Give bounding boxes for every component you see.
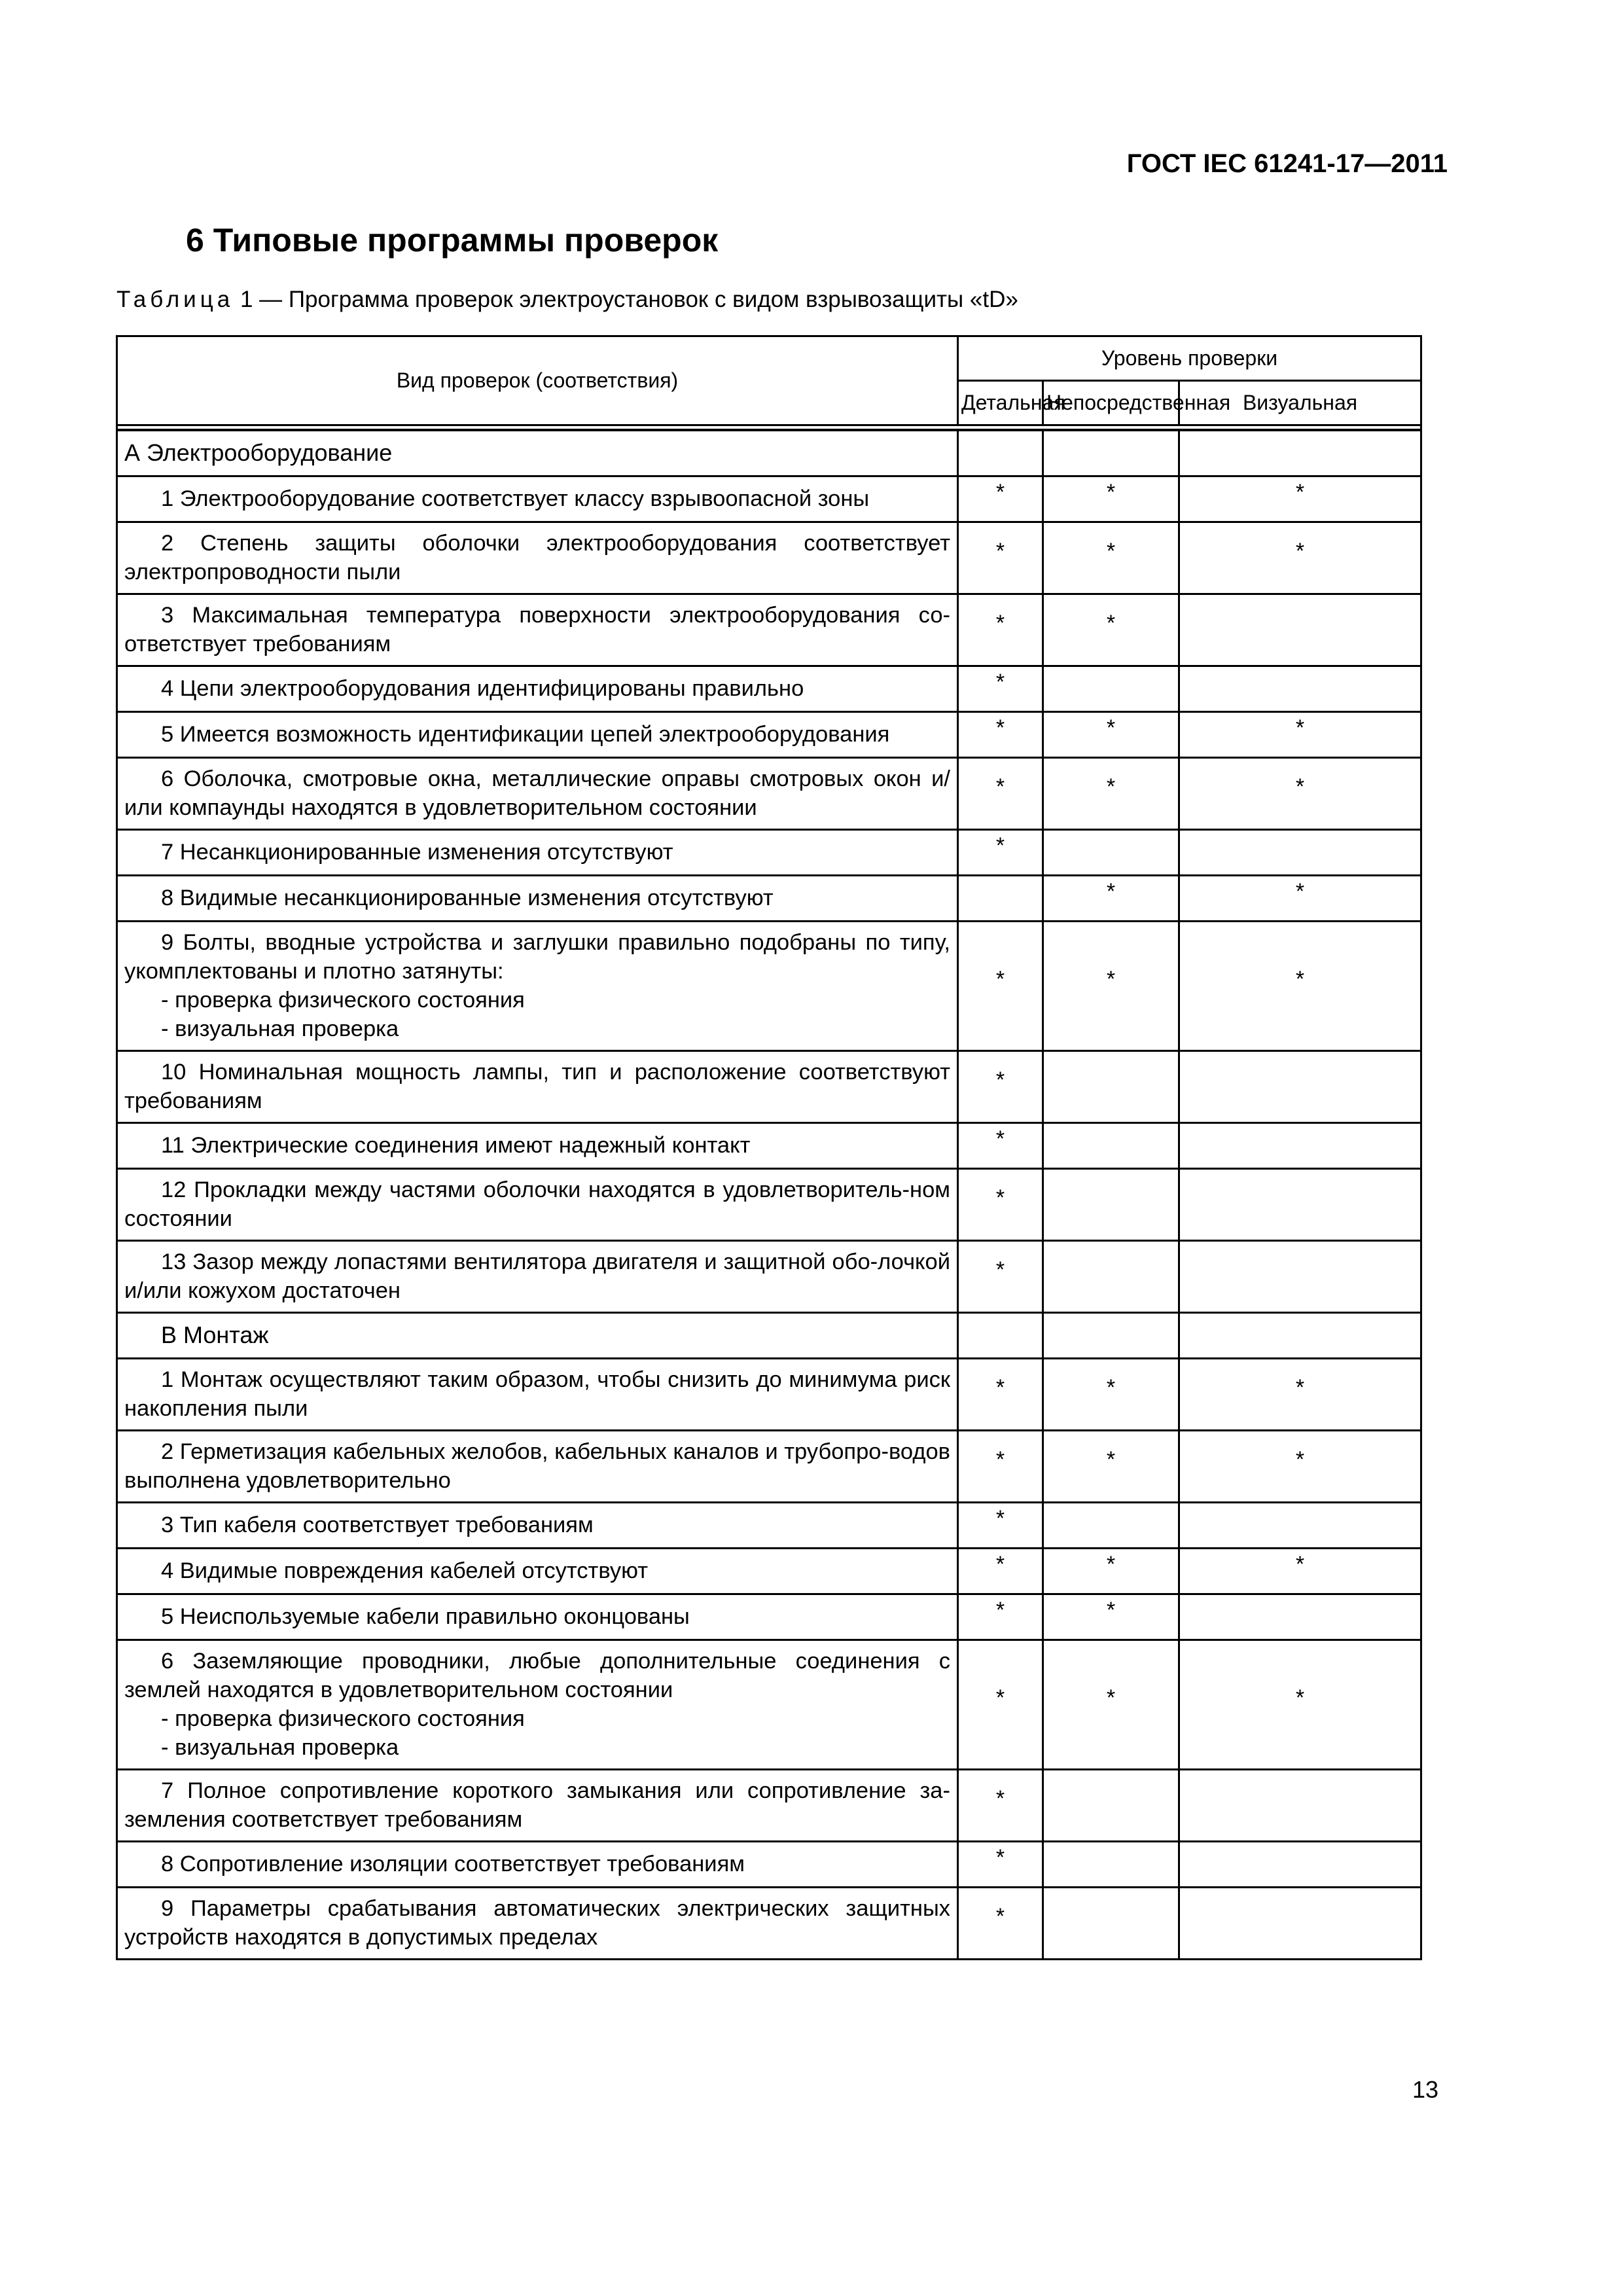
asterisk-mark: * — [1106, 1597, 1116, 1623]
check-description — [117, 1430, 958, 1502]
asterisk-mark: * — [1106, 715, 1116, 740]
mark-visual — [1179, 1548, 1421, 1594]
mark-close — [1043, 1358, 1179, 1430]
check-subitem: - проверка физического состояния — [161, 988, 525, 1013]
mark-visual — [1179, 1640, 1421, 1769]
mark-close — [1043, 757, 1179, 829]
mark-close — [1043, 1240, 1179, 1312]
asterisk-mark: * — [1295, 878, 1305, 904]
empty-cell — [1043, 430, 1179, 476]
check-text: 1 Электрооборудование соответствует классу взрывоопасной зоны — [161, 486, 870, 511]
mark-visual — [1179, 1430, 1421, 1502]
mark-visual — [1179, 1358, 1421, 1430]
mark-detailed — [958, 666, 1043, 711]
check-description — [117, 1640, 958, 1769]
mark-detailed — [958, 1769, 1043, 1841]
check-description — [117, 1887, 958, 1959]
mark-close — [1043, 1887, 1179, 1959]
table-row — [117, 1122, 1421, 1168]
asterisk-mark: * — [1295, 1551, 1305, 1577]
asterisk-mark: * — [995, 1597, 1005, 1623]
table-row — [117, 1640, 1421, 1769]
check-text: 6 Оболочка, смотровые окна, металлические оправы смотровых окон и/или компаунды находятся в удовлетворительном состоянии — [124, 766, 950, 820]
asterisk-mark: * — [1106, 479, 1116, 505]
table-row — [117, 829, 1421, 875]
check-description — [117, 476, 958, 522]
asterisk-mark: * — [995, 610, 1005, 636]
header-separator — [117, 425, 1421, 431]
asterisk-mark: * — [995, 1374, 1005, 1400]
mark-visual — [1179, 594, 1421, 666]
empty-cell — [1179, 430, 1421, 476]
asterisk-mark: * — [995, 479, 1005, 505]
check-text: 8 Видимые несанкционированные изменения отсутствуют — [161, 886, 774, 910]
asterisk-mark: * — [1295, 1446, 1305, 1472]
check-description — [117, 666, 958, 711]
asterisk-mark: * — [995, 1903, 1005, 1929]
check-description — [117, 875, 958, 921]
mark-visual — [1179, 1594, 1421, 1640]
check-subitem: - визуальная проверка — [161, 1735, 399, 1760]
table-row — [117, 476, 1421, 522]
table-row — [117, 1887, 1421, 1959]
check-description — [117, 522, 958, 594]
asterisk-mark: * — [995, 1067, 1005, 1092]
table-row — [117, 1548, 1421, 1594]
table-caption-text: Программа проверок электроустановок с видом взрывозащиты «tD» — [288, 287, 1018, 312]
page-number: 13 — [1412, 2076, 1438, 2103]
check-description — [117, 1122, 958, 1168]
mark-detailed — [958, 1548, 1043, 1594]
table-caption-number: 1 — — [234, 287, 289, 312]
mark-visual — [1179, 921, 1421, 1050]
mark-detailed — [958, 1240, 1043, 1312]
mark-visual — [1179, 757, 1421, 829]
table-row — [117, 666, 1421, 711]
mark-detailed — [958, 1594, 1043, 1640]
check-text: 12 Прокладки между частями оболочки находятся в удовлетворитель-ном состоянии — [124, 1177, 950, 1231]
asterisk-mark: * — [1295, 715, 1305, 740]
table-caption — [116, 287, 1018, 313]
mark-close — [1043, 1841, 1179, 1887]
table-row — [117, 921, 1421, 1050]
mark-close — [1043, 1502, 1179, 1548]
mark-close — [1043, 1122, 1179, 1168]
check-text: 3 Максимальная температура поверхности электрооборудования со-ответствует требованиям — [124, 603, 950, 656]
section-title-cell: А Электрооборудование — [117, 430, 958, 476]
mark-visual — [1179, 1502, 1421, 1548]
check-text: 13 Зазор между лопастями вентилятора двигателя и защитной обо-лочкой и/или кожухом достаточен — [124, 1249, 950, 1303]
table-body — [117, 425, 1421, 1960]
column-group-header-level: Уровень проверки — [958, 336, 1421, 381]
mark-close — [1043, 1769, 1179, 1841]
asterisk-mark: * — [1106, 966, 1116, 992]
table-row — [117, 1240, 1421, 1312]
mark-detailed — [958, 1430, 1043, 1502]
asterisk-mark: * — [1106, 878, 1116, 904]
asterisk-mark: * — [995, 1505, 1005, 1531]
mark-detailed — [958, 1640, 1043, 1769]
check-description — [117, 1050, 958, 1122]
table-row — [117, 1769, 1421, 1841]
column-header-visual: Визуальная — [1179, 381, 1421, 425]
check-description — [117, 1548, 958, 1594]
mark-detailed — [958, 1122, 1043, 1168]
asterisk-mark: * — [995, 1126, 1005, 1151]
mark-close — [1043, 1168, 1179, 1240]
asterisk-mark: * — [995, 1685, 1005, 1710]
asterisk-mark: * — [1106, 1446, 1116, 1472]
table-row — [117, 1841, 1421, 1887]
check-description — [117, 1594, 958, 1640]
section-row — [117, 1312, 1421, 1358]
mark-detailed — [958, 921, 1043, 1050]
mark-detailed — [958, 1168, 1043, 1240]
asterisk-mark: * — [1106, 1685, 1116, 1710]
section-title: 6 Типовые программы проверок — [186, 222, 719, 259]
check-text: 6 Заземляющие проводники, любые дополнительные соединения с землей находятся в удовлетворительном состоянии — [124, 1649, 950, 1702]
mark-detailed — [958, 522, 1043, 594]
check-description — [117, 711, 958, 757]
table-row — [117, 1430, 1421, 1502]
asterisk-mark: * — [995, 1446, 1005, 1472]
check-subitem: - визуальная проверка — [161, 1016, 399, 1041]
check-description — [117, 1168, 958, 1240]
mark-visual — [1179, 1050, 1421, 1122]
table-row — [117, 875, 1421, 921]
table-row — [117, 1358, 1421, 1430]
check-description — [117, 829, 958, 875]
mark-close — [1043, 1430, 1179, 1502]
mark-close — [1043, 476, 1179, 522]
check-description — [117, 921, 958, 1050]
mark-detailed — [958, 594, 1043, 666]
asterisk-mark: * — [1106, 538, 1116, 564]
mark-visual — [1179, 1887, 1421, 1959]
empty-cell — [1179, 1312, 1421, 1358]
mark-close — [1043, 1548, 1179, 1594]
asterisk-mark: * — [995, 1785, 1005, 1811]
mark-close — [1043, 711, 1179, 757]
check-description — [117, 1841, 958, 1887]
table-row — [117, 1168, 1421, 1240]
mark-visual — [1179, 1122, 1421, 1168]
empty-cell — [958, 430, 1043, 476]
mark-close — [1043, 1594, 1179, 1640]
asterisk-mark: * — [995, 1844, 1005, 1870]
column-header-detailed: Детальная — [958, 381, 1043, 425]
asterisk-mark: * — [1295, 774, 1305, 799]
asterisk-mark: * — [995, 1257, 1005, 1282]
check-text: 8 Сопротивление изоляции соответствует требованиям — [161, 1852, 745, 1876]
asterisk-mark: * — [995, 966, 1005, 992]
asterisk-mark: * — [1106, 610, 1116, 636]
mark-detailed — [958, 1358, 1043, 1430]
check-description — [117, 1358, 958, 1430]
check-text: 9 Параметры срабатывания автоматических электрических защитных устройств находятся в допустимых пределах — [124, 1896, 950, 1950]
mark-visual — [1179, 829, 1421, 875]
check-text: 1 Монтаж осуществляют таким образом, чтобы снизить до минимума риск накопления пыли — [124, 1367, 950, 1421]
table-row — [117, 711, 1421, 757]
check-text: 4 Видимые повреждения кабелей отсутствуют — [161, 1558, 649, 1583]
mark-detailed — [958, 476, 1043, 522]
mark-close — [1043, 1640, 1179, 1769]
mark-visual — [1179, 711, 1421, 757]
check-text: 9 Болты, вводные устройства и заглушки правильно подобраны по типу, укомплектованы и плотно затянуты: — [124, 930, 950, 984]
mark-visual — [1179, 1769, 1421, 1841]
table-row — [117, 1050, 1421, 1122]
check-subitem: - проверка физического состояния — [161, 1706, 525, 1731]
asterisk-mark: * — [1295, 1374, 1305, 1400]
mark-close — [1043, 829, 1179, 875]
mark-detailed — [958, 1887, 1043, 1959]
check-text: 5 Неиспользуемые кабели правильно оконцованы — [161, 1604, 690, 1629]
mark-detailed — [958, 875, 1043, 921]
mark-close — [1043, 666, 1179, 711]
asterisk-mark: * — [995, 538, 1005, 564]
check-text: 5 Имеется возможность идентификации цепей электрооборудования — [161, 722, 890, 747]
section-title-cell: В Монтаж — [117, 1312, 958, 1358]
mark-detailed — [958, 711, 1043, 757]
column-header-check-type: Вид проверок (соответствия) — [117, 336, 958, 425]
asterisk-mark: * — [1295, 538, 1305, 564]
check-description — [117, 1240, 958, 1312]
empty-cell — [1043, 1312, 1179, 1358]
check-text: 10 Номинальная мощность лампы, тип и расположение соответствуют требованиям — [124, 1060, 950, 1113]
table-row — [117, 522, 1421, 594]
check-text: 2 Степень защиты оболочки электрооборудования соответствует электропроводности пыли — [124, 531, 950, 584]
asterisk-mark: * — [1106, 1374, 1116, 1400]
mark-visual — [1179, 1841, 1421, 1887]
check-description — [117, 1502, 958, 1548]
empty-cell — [958, 1312, 1043, 1358]
check-text: 7 Несанкционированные изменения отсутствуют — [161, 840, 673, 865]
table-caption-label: Таблица — [116, 287, 234, 312]
table-row — [117, 1594, 1421, 1640]
asterisk-mark: * — [995, 1551, 1005, 1577]
separator-line — [117, 425, 1421, 431]
table-row — [117, 1502, 1421, 1548]
table-row — [117, 757, 1421, 829]
column-header-close: Непосредственная — [1043, 381, 1179, 425]
mark-detailed — [958, 829, 1043, 875]
check-text: 2 Герметизация кабельных желобов, кабельных каналов и трубопро-водов выполнена удовлетворительно — [124, 1439, 950, 1493]
mark-visual — [1179, 1168, 1421, 1240]
asterisk-mark: * — [995, 715, 1005, 740]
table-row — [117, 594, 1421, 666]
check-text: 4 Цепи электрооборудования идентифицированы правильно — [161, 676, 804, 701]
mark-close — [1043, 921, 1179, 1050]
mark-visual — [1179, 1240, 1421, 1312]
asterisk-mark: * — [1106, 774, 1116, 799]
mark-close — [1043, 1050, 1179, 1122]
check-description — [117, 594, 958, 666]
asterisk-mark: * — [995, 774, 1005, 799]
check-text: 3 Тип кабеля соответствует требованиям — [161, 1513, 594, 1537]
asterisk-mark: * — [1295, 479, 1305, 505]
asterisk-mark: * — [1295, 1685, 1305, 1710]
mark-close — [1043, 875, 1179, 921]
mark-visual — [1179, 875, 1421, 921]
mark-detailed — [958, 1502, 1043, 1548]
check-text: 7 Полное сопротивление короткого замыкания или сопротивление за-земления соответствует требованиям — [124, 1778, 950, 1832]
mark-visual — [1179, 522, 1421, 594]
asterisk-mark: * — [1106, 1551, 1116, 1577]
asterisk-mark: * — [995, 833, 1005, 858]
check-description — [117, 1769, 958, 1841]
inspection-program-table — [116, 335, 1422, 1960]
asterisk-mark: * — [995, 1185, 1005, 1210]
check-description — [117, 757, 958, 829]
mark-visual — [1179, 476, 1421, 522]
asterisk-mark: * — [1295, 966, 1305, 992]
mark-close — [1043, 594, 1179, 666]
mark-detailed — [958, 1841, 1043, 1887]
mark-close — [1043, 522, 1179, 594]
asterisk-mark: * — [995, 669, 1005, 694]
standard-code: ГОСТ IEC 61241-17—2011 — [1126, 149, 1448, 178]
mark-detailed — [958, 1050, 1043, 1122]
mark-detailed — [958, 757, 1043, 829]
section-row — [117, 430, 1421, 476]
mark-visual — [1179, 666, 1421, 711]
check-text: 11 Электрические соединения имеют надежный контакт — [161, 1133, 751, 1158]
